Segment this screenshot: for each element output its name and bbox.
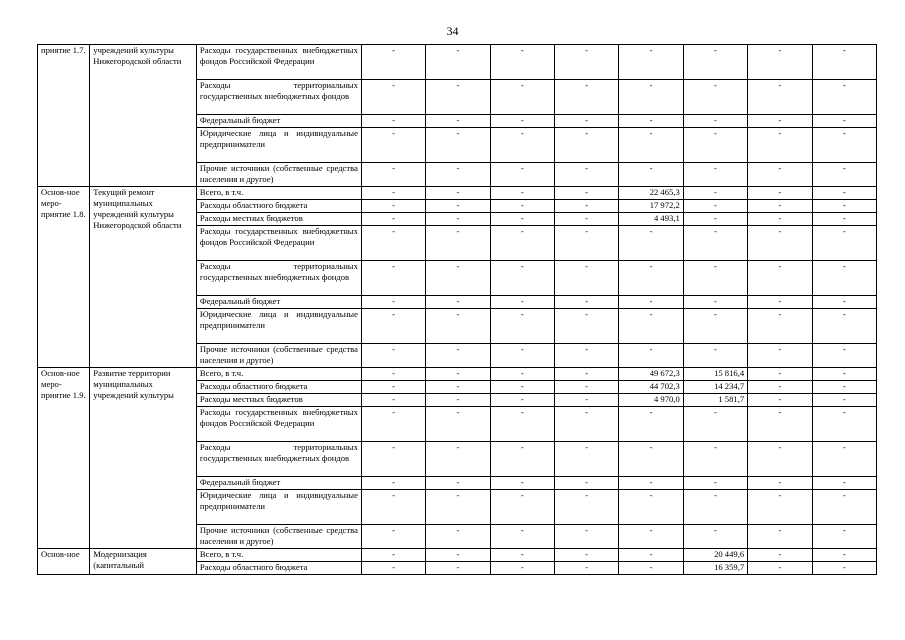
value-cell: - — [361, 80, 425, 115]
value-cell: - — [619, 80, 683, 115]
value-cell: - — [490, 200, 554, 213]
value-cell: - — [361, 477, 425, 490]
value-cell: - — [426, 394, 490, 407]
value-cell: - — [812, 80, 876, 115]
value-cell: - — [426, 261, 490, 296]
value-cell: - — [555, 344, 619, 368]
funding-source-cell: Всего, в т.ч. — [196, 549, 361, 562]
value-cell: - — [812, 213, 876, 226]
value-cell: - — [555, 187, 619, 200]
value-cell: - — [555, 80, 619, 115]
measure-name-cell: Развитие территории муниципальных учреждений культуры — [90, 368, 197, 549]
funding-source-cell: Расходы областного бюджета — [196, 562, 361, 575]
value-cell: - — [683, 490, 747, 525]
measure-name-cell: Текущий ремонт муниципальных учреждений культуры Нижегородской области — [90, 187, 197, 368]
value-cell: - — [361, 407, 425, 442]
value-cell: - — [361, 261, 425, 296]
value-cell: - — [619, 128, 683, 163]
funding-source-cell: Федеральный бюджет — [196, 115, 361, 128]
funding-source-cell: Юридические лица и индивидуальные предприниматели — [196, 309, 361, 344]
value-cell: - — [812, 407, 876, 442]
value-cell: - — [748, 368, 812, 381]
value-cell: - — [361, 381, 425, 394]
value-cell: - — [683, 200, 747, 213]
value-cell: - — [619, 296, 683, 309]
value-cell: - — [361, 394, 425, 407]
page-number: 34 — [446, 24, 459, 38]
budget-table-body — [38, 45, 877, 575]
value-cell: - — [555, 407, 619, 442]
value-cell: - — [426, 490, 490, 525]
measure-code-cell: Основ-ное меро-приятие 1.9. — [38, 368, 90, 549]
value-cell: - — [490, 45, 554, 80]
value-cell: - — [490, 344, 554, 368]
value-cell: - — [426, 549, 490, 562]
value-cell: - — [426, 45, 490, 80]
table-row — [38, 187, 877, 200]
value-cell: - — [490, 296, 554, 309]
value-cell: - — [619, 490, 683, 525]
value-cell: - — [490, 213, 554, 226]
value-cell: - — [619, 477, 683, 490]
value-cell: - — [683, 261, 747, 296]
value-cell: - — [361, 525, 425, 549]
value-cell: - — [619, 45, 683, 80]
value-cell: - — [426, 381, 490, 394]
value-cell: - — [619, 407, 683, 442]
measure-name-cell: Модернизация (капитальный — [90, 549, 197, 575]
value-cell: - — [812, 200, 876, 213]
funding-source-cell: Всего, в т.ч. — [196, 187, 361, 200]
value-cell: - — [812, 490, 876, 525]
value-cell: - — [361, 226, 425, 261]
value-cell: - — [490, 381, 554, 394]
value-cell: - — [812, 525, 876, 549]
value-cell: - — [619, 442, 683, 477]
value-cell: - — [426, 128, 490, 163]
value-cell: 17 972,2 — [619, 200, 683, 213]
value-cell: 16 359,7 — [683, 562, 747, 575]
value-cell: - — [555, 115, 619, 128]
funding-source-cell: Юридические лица и индивидуальные предприниматели — [196, 490, 361, 525]
value-cell: - — [748, 128, 812, 163]
funding-source-cell: Всего, в т.ч. — [196, 368, 361, 381]
value-cell: - — [812, 562, 876, 575]
value-cell: - — [683, 296, 747, 309]
table-row — [38, 368, 877, 381]
value-cell: - — [490, 525, 554, 549]
value-cell: - — [490, 187, 554, 200]
value-cell: - — [490, 128, 554, 163]
value-cell: - — [812, 477, 876, 490]
value-cell: - — [748, 200, 812, 213]
value-cell: - — [555, 381, 619, 394]
value-cell: 22 465,3 — [619, 187, 683, 200]
value-cell: - — [748, 163, 812, 187]
value-cell: - — [748, 407, 812, 442]
value-cell: - — [555, 213, 619, 226]
value-cell: 20 449,6 — [683, 549, 747, 562]
value-cell: - — [748, 381, 812, 394]
value-cell: - — [361, 213, 425, 226]
value-cell: - — [683, 407, 747, 442]
measure-code-cell: Основ-ное — [38, 549, 90, 575]
value-cell: - — [490, 394, 554, 407]
value-cell: 15 816,4 — [683, 368, 747, 381]
value-cell: - — [748, 562, 812, 575]
value-cell: - — [748, 115, 812, 128]
value-cell: - — [426, 368, 490, 381]
value-cell: - — [812, 381, 876, 394]
value-cell: - — [490, 163, 554, 187]
value-cell: - — [812, 442, 876, 477]
value-cell: - — [361, 163, 425, 187]
value-cell: - — [812, 296, 876, 309]
value-cell: - — [426, 309, 490, 344]
funding-source-cell: Прочие источники (собственные средства населения и другое) — [196, 525, 361, 549]
value-cell: - — [555, 45, 619, 80]
measure-name-cell: учреждений культуры Нижегородской области — [90, 45, 197, 187]
value-cell: - — [490, 368, 554, 381]
value-cell: - — [812, 344, 876, 368]
value-cell: 4 970,0 — [619, 394, 683, 407]
value-cell: - — [683, 163, 747, 187]
value-cell: - — [426, 525, 490, 549]
value-cell: - — [748, 213, 812, 226]
value-cell: - — [683, 226, 747, 261]
value-cell: - — [490, 442, 554, 477]
value-cell: - — [619, 226, 683, 261]
value-cell: - — [619, 163, 683, 187]
funding-source-cell: Расходы территориальных государственных внебюджетных фондов — [196, 261, 361, 296]
value-cell: - — [683, 477, 747, 490]
value-cell: - — [361, 115, 425, 128]
value-cell: - — [683, 45, 747, 80]
value-cell: - — [748, 344, 812, 368]
value-cell: - — [748, 261, 812, 296]
value-cell: - — [490, 562, 554, 575]
value-cell: - — [748, 226, 812, 261]
value-cell: 14 234,7 — [683, 381, 747, 394]
value-cell: - — [361, 549, 425, 562]
value-cell: - — [619, 344, 683, 368]
funding-source-cell: Расходы областного бюджета — [196, 200, 361, 213]
value-cell: - — [555, 477, 619, 490]
value-cell: - — [683, 128, 747, 163]
funding-source-cell: Расходы местных бюджетов — [196, 394, 361, 407]
value-cell: - — [683, 309, 747, 344]
value-cell: - — [683, 80, 747, 115]
value-cell: - — [683, 525, 747, 549]
value-cell: - — [426, 200, 490, 213]
value-cell: - — [619, 261, 683, 296]
value-cell: - — [555, 490, 619, 525]
value-cell: - — [555, 549, 619, 562]
value-cell: - — [490, 261, 554, 296]
value-cell: 49 672,3 — [619, 368, 683, 381]
value-cell: - — [361, 128, 425, 163]
value-cell: - — [619, 549, 683, 562]
value-cell: - — [361, 562, 425, 575]
value-cell: - — [426, 115, 490, 128]
value-cell: - — [812, 128, 876, 163]
funding-source-cell: Расходы областного бюджета — [196, 381, 361, 394]
funding-source-cell: Федеральный бюджет — [196, 296, 361, 309]
value-cell: - — [555, 200, 619, 213]
value-cell: - — [748, 45, 812, 80]
value-cell: - — [361, 309, 425, 344]
table-row — [38, 45, 877, 80]
value-cell: - — [748, 394, 812, 407]
funding-source-cell: Прочие источники (собственные средства населения и другое) — [196, 344, 361, 368]
value-cell: - — [812, 549, 876, 562]
value-cell: - — [812, 187, 876, 200]
value-cell: - — [748, 187, 812, 200]
value-cell: - — [748, 296, 812, 309]
funding-source-cell: Расходы государственных внебюджетных фондов Российской Федерации — [196, 407, 361, 442]
value-cell: - — [812, 226, 876, 261]
value-cell: - — [812, 115, 876, 128]
funding-source-cell: Юридические лица и индивидуальные предприниматели — [196, 128, 361, 163]
value-cell: - — [555, 128, 619, 163]
funding-source-cell: Расходы государственных внебюджетных фондов Российской Федерации — [196, 226, 361, 261]
value-cell: - — [426, 344, 490, 368]
value-cell: - — [748, 80, 812, 115]
value-cell: - — [619, 309, 683, 344]
value-cell: - — [555, 309, 619, 344]
value-cell: - — [683, 187, 747, 200]
value-cell: - — [683, 344, 747, 368]
value-cell: - — [812, 394, 876, 407]
value-cell: - — [490, 490, 554, 525]
value-cell: - — [426, 407, 490, 442]
value-cell: - — [426, 163, 490, 187]
value-cell: - — [361, 187, 425, 200]
value-cell: - — [361, 45, 425, 80]
value-cell: - — [555, 261, 619, 296]
value-cell: - — [812, 163, 876, 187]
funding-source-cell: Расходы местных бюджетов — [196, 213, 361, 226]
value-cell: - — [812, 45, 876, 80]
value-cell: - — [683, 442, 747, 477]
funding-source-cell: Расходы территориальных государственных внебюджетных фондов — [196, 80, 361, 115]
value-cell: - — [748, 525, 812, 549]
value-cell: - — [426, 226, 490, 261]
value-cell: - — [490, 80, 554, 115]
value-cell: - — [490, 477, 554, 490]
value-cell: - — [361, 344, 425, 368]
value-cell: - — [426, 442, 490, 477]
value-cell: - — [490, 407, 554, 442]
measure-code-cell: приятие 1.7. — [38, 45, 90, 187]
value-cell: - — [426, 213, 490, 226]
value-cell: - — [361, 296, 425, 309]
value-cell: - — [555, 163, 619, 187]
value-cell: - — [426, 296, 490, 309]
value-cell: - — [555, 525, 619, 549]
value-cell: - — [426, 562, 490, 575]
value-cell: - — [812, 261, 876, 296]
value-cell: - — [812, 368, 876, 381]
value-cell: - — [361, 368, 425, 381]
value-cell: 44 702,3 — [619, 381, 683, 394]
measure-code-cell: Основ-ное меро-приятие 1.8. — [38, 187, 90, 368]
value-cell: - — [812, 309, 876, 344]
value-cell: - — [748, 490, 812, 525]
value-cell: - — [555, 562, 619, 575]
funding-source-cell: Расходы государственных внебюджетных фондов Российской Федерации — [196, 45, 361, 80]
value-cell: - — [426, 80, 490, 115]
value-cell: - — [490, 309, 554, 344]
value-cell: - — [361, 442, 425, 477]
budget-table — [37, 44, 877, 575]
value-cell: - — [361, 200, 425, 213]
value-cell: - — [748, 549, 812, 562]
value-cell: - — [619, 525, 683, 549]
value-cell: - — [490, 226, 554, 261]
value-cell: - — [683, 213, 747, 226]
value-cell: - — [361, 490, 425, 525]
funding-source-cell: Федеральный бюджет — [196, 477, 361, 490]
value-cell: - — [619, 115, 683, 128]
funding-source-cell: Прочие источники (собственные средства населения и другое) — [196, 163, 361, 187]
value-cell: - — [619, 562, 683, 575]
value-cell: 1 581,7 — [683, 394, 747, 407]
value-cell: - — [748, 442, 812, 477]
funding-source-cell: Расходы территориальных государственных внебюджетных фондов — [196, 442, 361, 477]
value-cell: - — [683, 115, 747, 128]
value-cell: - — [426, 187, 490, 200]
value-cell: - — [748, 309, 812, 344]
value-cell: - — [555, 296, 619, 309]
value-cell: 4 493,1 — [619, 213, 683, 226]
value-cell: - — [490, 115, 554, 128]
value-cell: - — [426, 477, 490, 490]
value-cell: - — [555, 442, 619, 477]
value-cell: - — [555, 368, 619, 381]
value-cell: - — [555, 394, 619, 407]
value-cell: - — [490, 549, 554, 562]
value-cell: - — [748, 477, 812, 490]
table-row — [38, 549, 877, 562]
value-cell: - — [555, 226, 619, 261]
